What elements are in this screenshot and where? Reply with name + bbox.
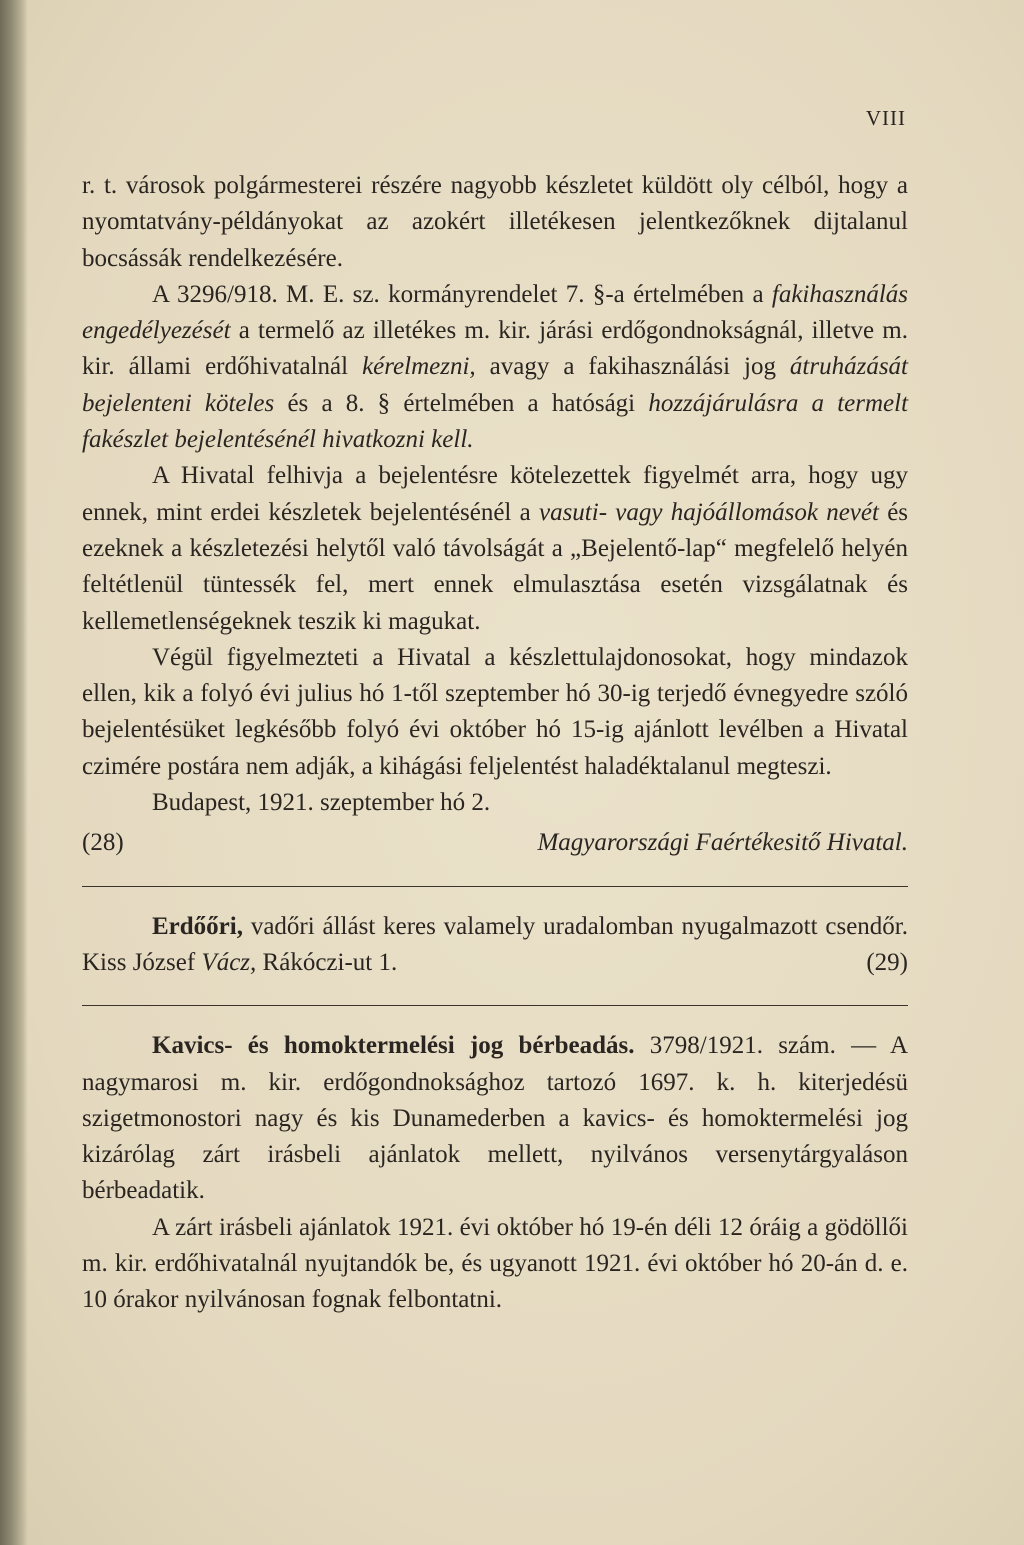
paragraph-regulation [82, 277, 908, 458]
signature: Magyarországi Faértékesitő Hivatal. [537, 829, 908, 857]
text-run: és a 8. § értelmében a hatósági [287, 389, 636, 417]
italic-run: átruházását bejelenteni köteles [82, 353, 909, 417]
paragraph-continuation: r. t. városok polgármesterei részére nagyobb készletet küldött oly célból, hogy a nyomtatvány-példányokat az azokért illetékesen jelentkezőknek dijtalanul bocsássák rendelkezésére. [82, 172, 908, 272]
text-run: és ezeknek a készletezési helytől való távolságát a „Bejelentő-lap“ megfelelő helyén feltétlenül tüntessék fel, mert ennek elmulasztása esetén vizsgálatnak és kellemetlenségeknek teszik ki magukat. [82, 498, 909, 635]
divider [82, 1005, 908, 1006]
paragraph-warning: Végül figyelmezteti a Hivatal a készlettulajdonosokat, hogy mindazok ellen, kik a folyó évi julius hó 1-től szeptember hó 30-ig terjedő évnegyedre szóló bejelentésüket legkésőbb folyó évi október hó 15-ig ajánlott levélben a Hivatal czimére postára nem adják, a kihágási feljelentést haladéktalanul megteszi. [82, 643, 908, 780]
notice-number: (29) [866, 948, 908, 976]
ad-keyword: Erdőőri, [152, 912, 243, 940]
paragraph-notice [82, 458, 908, 639]
page-binding-edge [0, 0, 28, 1545]
classified-ad [82, 909, 908, 982]
lease-notice [82, 1028, 908, 1209]
text-run: A Hivatal felhivja a bejelentésre kötelezettek figyelmét arra, hogy ugy ennek, mint erdei készletek bejelentésénél a [82, 462, 908, 526]
italic-run: fakihasználás engedélyezését [82, 280, 908, 345]
divider [82, 886, 908, 887]
italic-run: Vácz, [201, 948, 257, 976]
page-number: VIII [865, 106, 906, 130]
italic-run: hozzájárulásra a termelt fakészlet bejelentésénél hivatkozni kell. [82, 389, 909, 454]
text-run: A 3296/918. M. E. sz. kormányrendelet 7. §-a értelmében a [152, 280, 764, 308]
text-run: Rákóczi-ut 1. [262, 948, 398, 976]
text-run: a termelő az illetékes m. kir. járási erdőgondnokságnál, illetve m. kir. állami erdőhivatalnál [82, 317, 908, 381]
page-body [82, 168, 908, 1319]
notice-number: (28) [82, 829, 124, 857]
lease-title: Kavics- és homoktermelési jog bérbeadás. [152, 1032, 635, 1060]
text-run: 3798/1921. szám. — A nagymarosi m. kir. erdőgondnoksághoz tartozó 1697. k. h. kiterjedésü szigetmonostori nagy és kis Dunamederben a kavics- és homoktermelési jog kizárólag zárt irásbeli ajánlatok mellett, nyilvános versenytárgyaláson bérbeadatik. [82, 1032, 908, 1205]
italic-run: kérelmezni, [362, 353, 476, 381]
place-date: Budapest, 1921. szeptember hó 2. [152, 789, 491, 817]
signature-line [82, 825, 908, 861]
text-run: avagy a fakihasználási jog [489, 353, 776, 381]
lease-paragraph: A zárt irásbeli ajánlatok 1921. évi október hó 19-én déli 12 óráig a gödöllői m. kir. erdőhivatalnál nyujtandók be, és ugyanott 1921. évi október hó 20-án d. e. 10 órakor nyilvánosan fognak felbontatni. [82, 1213, 908, 1314]
text-run: vadőri állást keres valamely uradalomban nyugalmazott csendőr. Kiss József [82, 912, 909, 976]
italic-run: vasuti- vagy hajóállomások nevét [538, 498, 879, 526]
